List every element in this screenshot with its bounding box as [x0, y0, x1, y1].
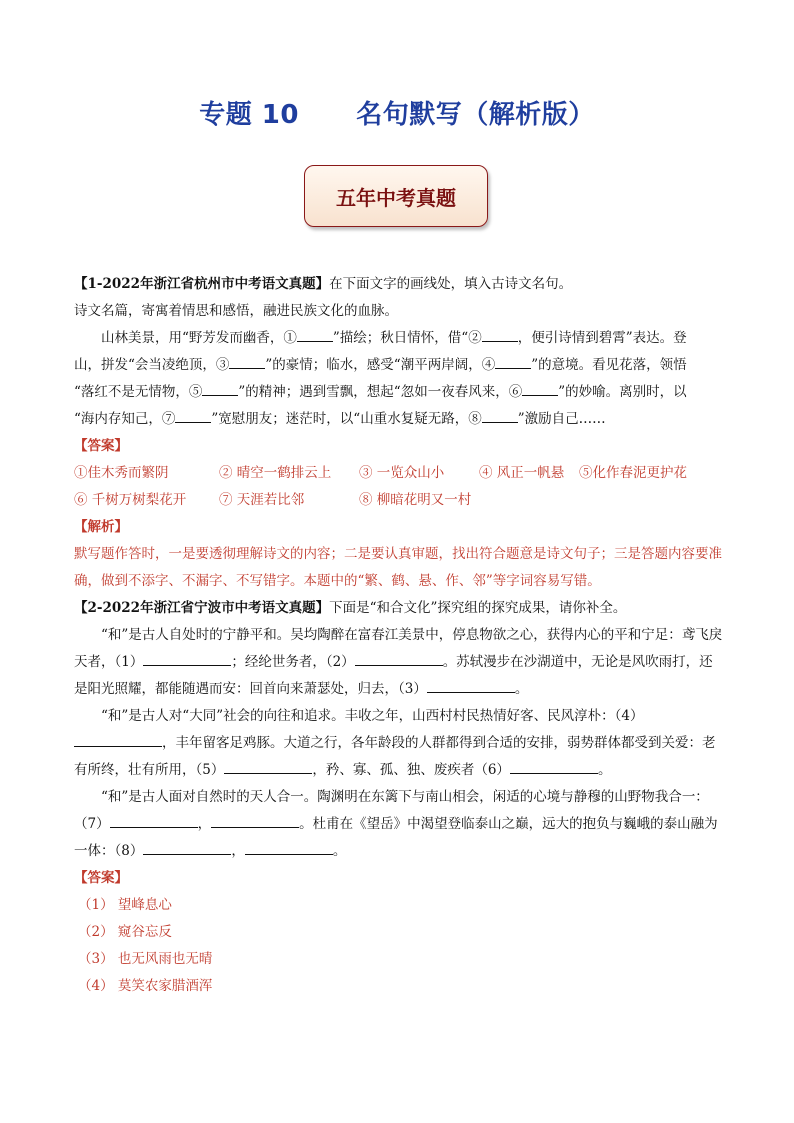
- document-body: [74, 271, 724, 1000]
- passage-text: 。: [332, 843, 347, 859]
- analysis-label: 【解析】: [74, 519, 128, 535]
- blank-number: ⑦: [161, 411, 176, 427]
- answer-row: [74, 460, 724, 487]
- answer-item: ③ 一览众山小: [359, 465, 445, 481]
- question-1-intro: 诗文名篇，寄寓着情思和感悟，融进民族文化的血脉。: [74, 303, 398, 319]
- passage-text: 山，拼发“会当凌绝顶，: [74, 357, 216, 373]
- section-badge: [304, 165, 488, 227]
- passage-text: ，矜、寡、孤、独、废疾者（6）: [312, 762, 510, 778]
- page-title: 专题 10 名句默写（解析版）: [199, 100, 595, 130]
- fill-blank: [427, 677, 515, 693]
- blank-number: ⑧: [468, 411, 482, 427]
- answer-label: 【答案】: [74, 438, 128, 454]
- fill-blank: [211, 812, 299, 828]
- question-1-passage-line-1: [74, 325, 724, 352]
- answer-item: ⑧ 柳暗花明又一村: [359, 492, 472, 508]
- fill-blank: [110, 812, 198, 828]
- passage-text: “海内存知己，: [74, 411, 162, 427]
- section-badge-label: 五年中考真题: [336, 185, 456, 210]
- fill-blank: [229, 353, 265, 369]
- question-2-paragraph-2: [74, 703, 724, 784]
- question-1-passage-line-3: [74, 379, 724, 406]
- blank-number: ③: [215, 357, 230, 373]
- answer-item: （2） 窥谷忘反: [78, 924, 172, 940]
- answer-item: ④ 风正一帆悬: [479, 465, 565, 481]
- passage-text: “和”是古人面对自然时的天人合一。陶渊明在东篱下与南山相会，闲适的心境与静穆的山野物我合: [101, 789, 682, 805]
- answer-label: 【答案】: [74, 870, 128, 886]
- fill-blank: [495, 353, 531, 369]
- passage-text: 山融为一体：（8）: [74, 816, 718, 859]
- question-1-instruction: 在下面文字的画线处，填入古诗文名句。: [329, 276, 573, 292]
- passage-text: ”的意境。看见花落，领悟: [531, 357, 687, 373]
- fill-blank: [482, 407, 518, 423]
- question-1-header: [74, 271, 724, 298]
- passage-text: ，便引诗情到碧霄”表达。登: [517, 330, 687, 346]
- blank-number: ⑥: [508, 384, 523, 400]
- question-2-paragraph-1: [74, 622, 724, 703]
- passage-text: ”的精神；遇到雪飘，想起“忽如一夜春风来，: [238, 384, 509, 400]
- question-1-source: 【1-2022年浙江省杭州市中考语文真题】: [74, 276, 330, 292]
- passage-text: ”的豪情；临水，感受“潮平两岸阔，: [265, 357, 482, 373]
- passage-text: 。苏轼漫步在沙湖道中，无论是风: [442, 654, 646, 670]
- passage-text: ，: [197, 816, 212, 832]
- question-2-source: 【2-2022年浙江省宁波市中考语文真题】: [74, 600, 330, 616]
- passage-text: 鸢飞戾天者，（1）: [74, 627, 723, 670]
- passage-text: ”宽慰朋友；迷茫时，以“山重水复疑无路，: [211, 411, 469, 427]
- fill-blank: [510, 758, 598, 774]
- fill-blank: [74, 731, 162, 747]
- passage-text: “和”是古人对“大同”社会的向往和追求。丰收之年，山西村村民热情好客、民风淳朴：（4）: [101, 708, 644, 724]
- passage-text: ；经纶世务者，（2）: [231, 654, 355, 670]
- passage-text: 山林美景，用“野芳发而幽香，: [101, 330, 284, 346]
- passage-text: ，丰年留客足鸡豚。大道之行，各年龄段的人群都得到合适的安排，弱势群体都受到关爱：: [162, 735, 702, 751]
- answer-item: ⑤化作春泥更护花: [579, 465, 687, 481]
- passage-text: “和”是古人自处时的宁静平和。吴均陶醉在富春江美景中，停息物欲之心，获得内心的平和宁足：: [101, 627, 682, 643]
- answer-item: （1） 望峰息心: [78, 897, 172, 913]
- answer-row: [74, 487, 724, 514]
- passage-text: “落红不是无情物，: [74, 384, 189, 400]
- question-2-paragraph-3: [74, 784, 724, 865]
- passage-text: ，: [231, 843, 245, 859]
- answer-item: （4） 莫笑农家腊酒浑: [78, 978, 213, 994]
- fill-blank: [297, 326, 333, 342]
- question-2-instruction: 下面是“和合文化”探究组的探究成果，请你补全。: [329, 600, 627, 616]
- passage-text: 吹雨打，还是阳光照耀，都能随遇而安：回首向来萧瑟处，归去，（3）: [74, 654, 713, 697]
- answer-item: （3） 也无风雨也无晴: [78, 951, 213, 967]
- question-1-passage-line-4: [74, 406, 724, 433]
- fill-blank: [143, 650, 231, 666]
- fill-blank: [202, 380, 238, 396]
- passage-text: 。: [514, 681, 529, 697]
- fill-blank: [224, 758, 312, 774]
- passage-text: 。: [597, 762, 612, 778]
- question-1-passage-line-2: [74, 352, 724, 379]
- question-2-header: [74, 595, 724, 622]
- passage-text: 老有所终，壮有所用，（5）: [74, 735, 716, 778]
- answer-item: ①佳木秀而繁阴: [74, 465, 169, 481]
- passage-text: ”的妙喻。离别时，以: [558, 384, 687, 400]
- passage-text: ”激励自己……: [517, 411, 606, 427]
- passage-text: 一：（7）: [74, 789, 709, 832]
- fill-blank: [355, 650, 443, 666]
- fill-blank: [482, 326, 518, 342]
- fill-blank: [143, 839, 231, 855]
- blank-number: ⑤: [188, 384, 203, 400]
- passage-text: ”描绘；秋日情怀，借“: [332, 330, 469, 346]
- passage-text: 。杜甫在《望岳》中渴望登临泰山之巅，远大的抱负与巍峨的泰: [299, 816, 678, 832]
- fill-blank: [522, 380, 558, 396]
- answer-list: [78, 892, 724, 1000]
- blank-number: ②: [468, 330, 482, 346]
- blank-number: ④: [481, 357, 496, 373]
- answer-item: ⑦ 天涯若比邻: [219, 492, 305, 508]
- analysis-text: 默写题作答时，一是要透彻理解诗文的内容；二是要认真审题，找出符合题意是诗文句子；三是答题内容要准确，做到不添字、不漏字、不写错字。本题中的“繁、鹤、悬、作、邻”等字词容易写错。: [74, 546, 722, 589]
- fill-blank: [175, 407, 211, 423]
- answer-item: ⑥ 千树万树梨花开: [74, 492, 187, 508]
- blank-number: ①: [283, 330, 297, 346]
- answer-item: ② 晴空一鹤排云上: [219, 465, 332, 481]
- fill-blank: [245, 839, 333, 855]
